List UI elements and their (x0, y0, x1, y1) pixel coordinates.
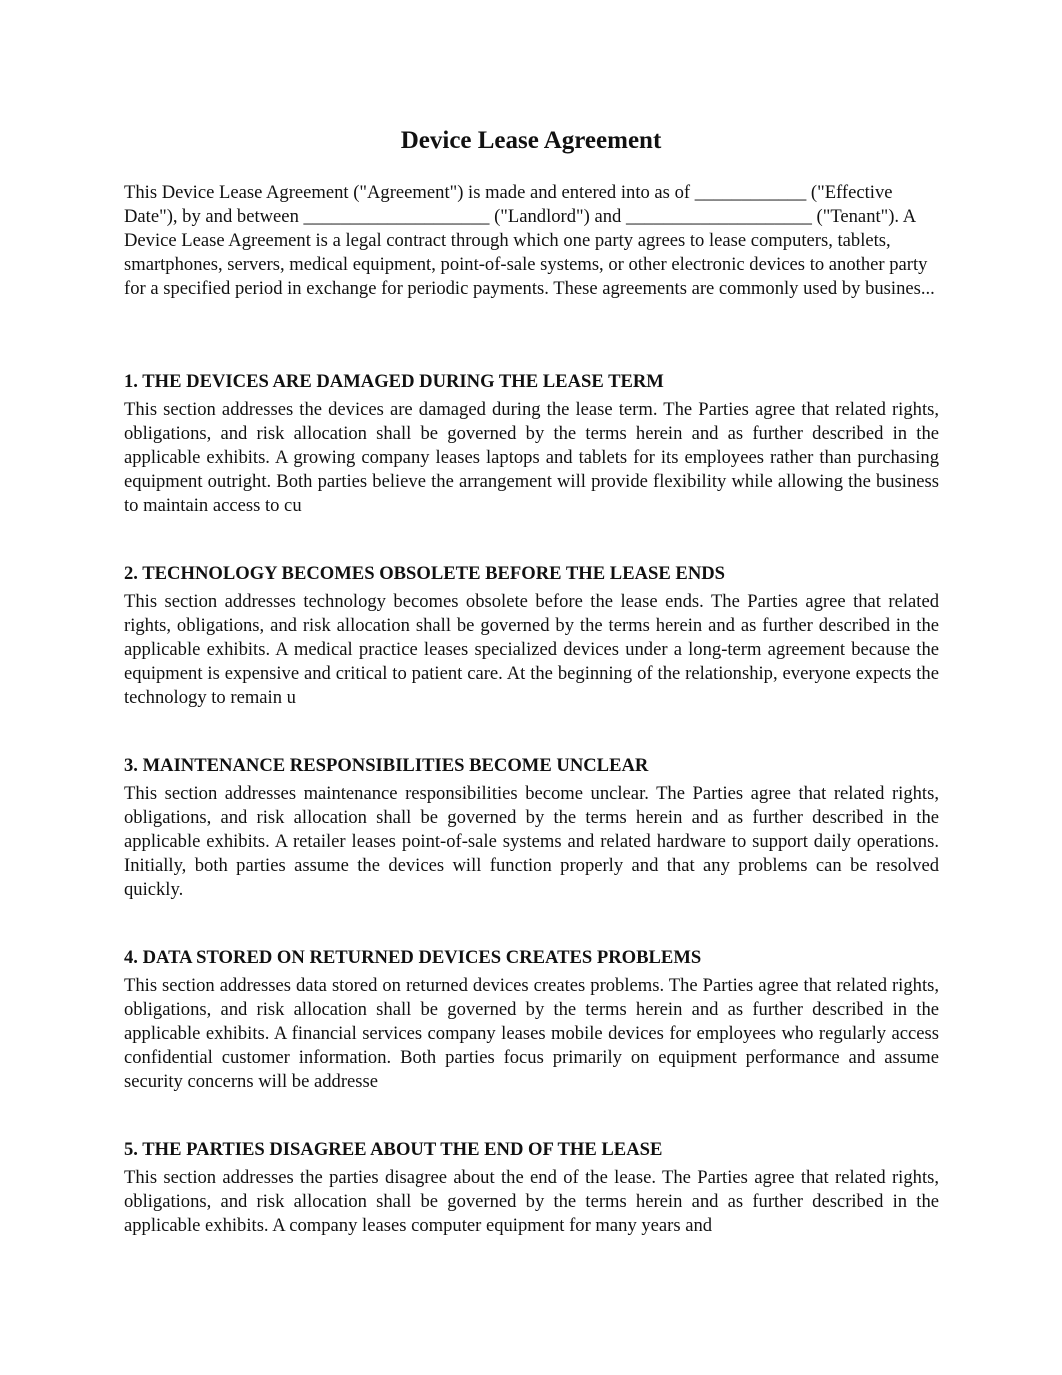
section-body: This section addresses the parties disagree about the end of the lease. The Parties agree that related rights, obligations, and risk allocation shall be governed by the terms herein and as further described in the applicable exhibits. A company leases computer equipment for many years and (124, 1167, 939, 1236)
intro-paragraph: This Device Lease Agreement ("Agreement") is made and entered into as of ____________ ("Effective Date"), by and between ____________________ ("Landlord") and ____________________ ("Tenant"). A Device Lease Agreement is a legal contract through which one party agrees to lease computers, tablets, smartphones, servers, medical equipment, point-of-sale systems, or other electronic devices to another party for a specified period in exchange for periodic payments. These agreements are commonly used by busines... (124, 182, 935, 299)
section-5 (124, 1138, 939, 1238)
section-body: This section addresses the devices are damaged during the lease term. The Parties agree that related rights, obligations, and risk allocation shall be governed by the terms herein and as further described in the applicable exhibits. A growing company leases laptops and tablets for its employees rather than purchasing equipment outright. Both parties believe the arrangement will provide flexibility while allowing the business to maintain access to cu (124, 399, 939, 516)
section-heading: 4. DATA STORED ON RETURNED DEVICES CREATES PROBLEMS (124, 947, 702, 968)
section-heading: 3. MAINTENANCE RESPONSIBILITIES BECOME UNCLEAR (124, 755, 649, 776)
section-heading: 1. THE DEVICES ARE DAMAGED DURING THE LEASE TERM (124, 371, 664, 392)
section-3 (124, 754, 939, 902)
document-title: Device Lease Agreement (400, 127, 662, 154)
section-2 (124, 562, 939, 710)
section-heading: 2. TECHNOLOGY BECOMES OBSOLETE BEFORE THE LEASE ENDS (124, 563, 726, 584)
section-1 (124, 370, 939, 518)
section-body: This section addresses maintenance responsibilities become unclear. The Parties agree that related rights, obligations, and risk allocation shall be governed by the terms herein and as further described in the applicable exhibits. A retailer leases point-of-sale systems and related hardware to support daily operations. Initially, both parties assume the devices will function properly and that any problems can be resolved quickly. (124, 783, 939, 900)
section-heading: 5. THE PARTIES DISAGREE ABOUT THE END OF THE LEASE (124, 1139, 663, 1160)
section-4 (124, 946, 939, 1094)
section-body: This section addresses technology becomes obsolete before the lease ends. The Parties agree that related rights, obligations, and risk allocation shall be governed by the terms herein and as further described in the applicable exhibits. A medical practice leases specialized devices under a long-term agreement because the equipment is expensive and critical to patient care. At the beginning of the relationship, everyone expects the technology to remain u (124, 591, 939, 708)
section-body: This section addresses data stored on returned devices creates problems. The Parties agree that related rights, obligations, and risk allocation shall be governed by the terms herein and as further described in the applicable exhibits. A financial services company leases mobile devices for employees who regularly access confidential customer information. Both parties focus primarily on equipment performance and assume security concerns will be addresse (124, 975, 939, 1092)
